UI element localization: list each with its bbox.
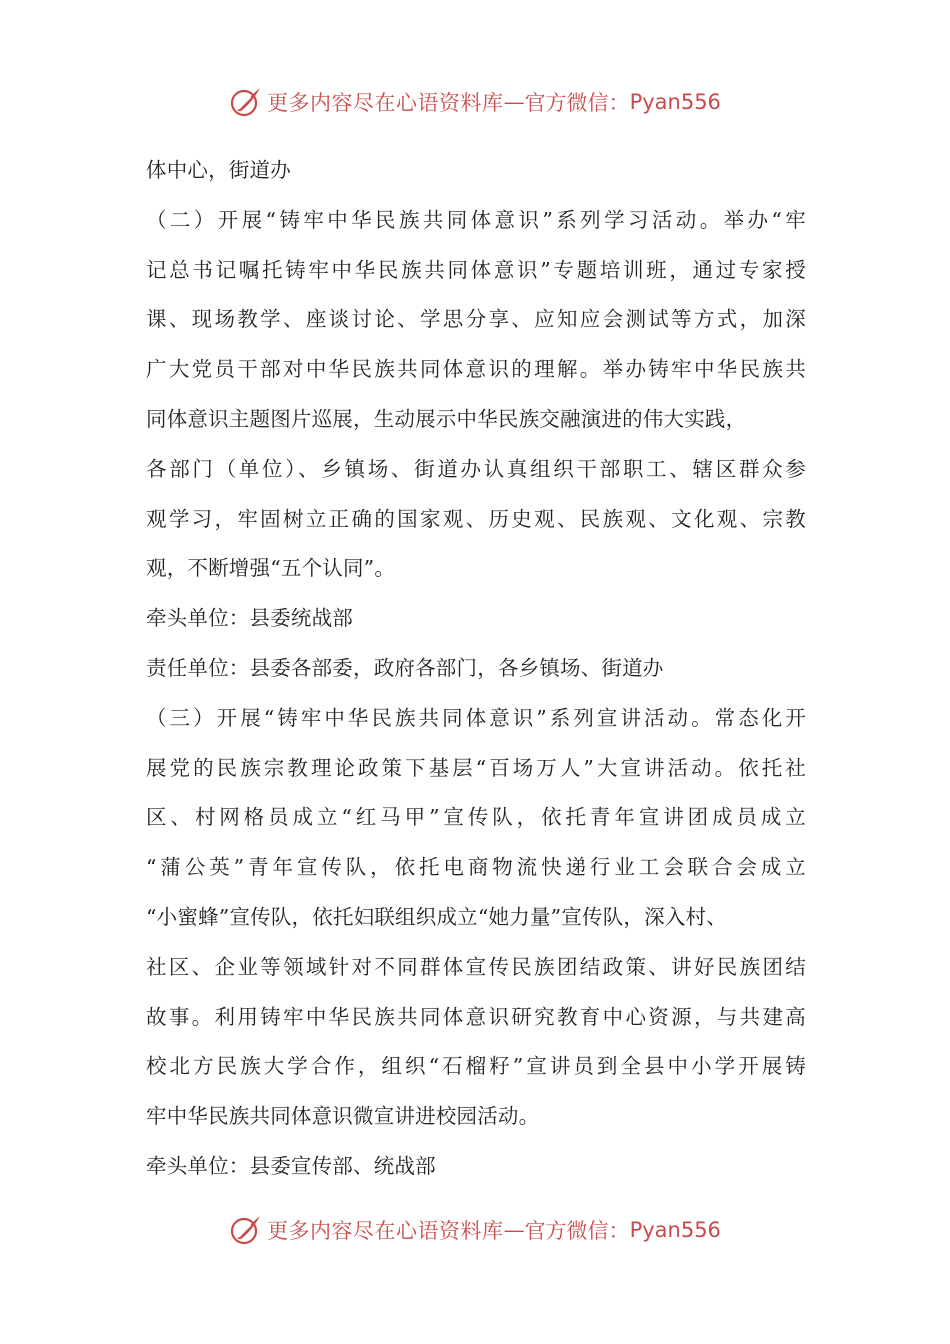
banner-main-text: 更多内容尽在心语资料库 — [267, 91, 504, 115]
quill-seal-icon — [229, 85, 263, 119]
text-line: 社区、企业等领域针对不同群体宣传民族团结政策、讲好民族团结 — [146, 954, 806, 979]
text-line: 课、现场教学、座谈讨论、学思分享、应知应会测试等方式，加深 — [146, 307, 806, 332]
text-line: 观学习，牢固树立正确的国家观、历史观、民族观、文化观、宗教 — [146, 506, 806, 531]
text-line: 体中心，街道办 — [146, 158, 291, 182]
text-line: “蒲公英”青年宣传队，依托电商物流快递行业工会联合会成立 — [146, 855, 806, 880]
text-line: 区、村网格员成立“红马甲”宣传队，依托青年宣讲团成员成立 — [146, 805, 806, 830]
text-line: “小蜜蜂”宣传队，依托妇联组织成立“她力量”宣传队，深入村、 — [146, 904, 727, 929]
text-line: 各部门（单位）、乡镇场、街道办认真组织干部职工、辖区群众参 — [146, 456, 806, 481]
text-line: 记总书记嘱托铸牢中华民族共同体意识”专题培训班，通过专家授 — [146, 257, 806, 282]
text-line: 责任单位：县委各部委，政府各部门，各乡镇场、街道办 — [146, 655, 664, 680]
text-line: 广大党员干部对中华民族共同体意识的理解。举办铸牢中华民族共 — [146, 357, 806, 382]
text-line: （二）开展“铸牢中华民族共同体意识”系列学习活动。举办“牢 — [146, 207, 806, 232]
text-line: 展党的民族宗教理论政策下基层“百场万人”大宣讲活动。依托社 — [146, 755, 806, 780]
text-line: 牵头单位：县委宣传部、统战部 — [146, 1153, 436, 1178]
header-watermark — [0, 80, 950, 124]
text-line: 校北方民族大学合作，组织“石榴籽”宣讲员到全县中小学开展铸 — [146, 1054, 806, 1079]
text-line: 故事。利用铸牢中华民族共同体意识研究教育中心资源，与共建高 — [146, 1004, 806, 1029]
quill-seal-icon — [229, 1213, 263, 1247]
text-line: 牢中华民族共同体意识微宣讲进校园活动。 — [146, 1104, 540, 1129]
banner-dash: — — [503, 1218, 525, 1242]
banner-wechat-label: 官方微信： — [524, 1219, 630, 1243]
text-line: 同体意识主题图片巡展，生动展示中华民族交融演进的伟大实践， — [146, 406, 747, 431]
banner-wechat-id: Pyan556 — [629, 90, 721, 114]
footer-watermark — [0, 1208, 950, 1252]
document-body — [146, 150, 826, 1196]
banner-wechat-id: Pyan556 — [629, 1218, 721, 1242]
text-line: （三）开展“铸牢中华民族共同体意识”系列宣讲活动。常态化开 — [146, 705, 806, 730]
text-line: 观，不断增强“五个认同”。 — [146, 556, 396, 581]
banner-dash: — — [503, 90, 525, 114]
text-line: 牵头单位：县委统战部 — [146, 606, 353, 631]
banner-wechat-label: 官方微信： — [524, 91, 630, 115]
banner-main-text: 更多内容尽在心语资料库 — [267, 1219, 504, 1243]
